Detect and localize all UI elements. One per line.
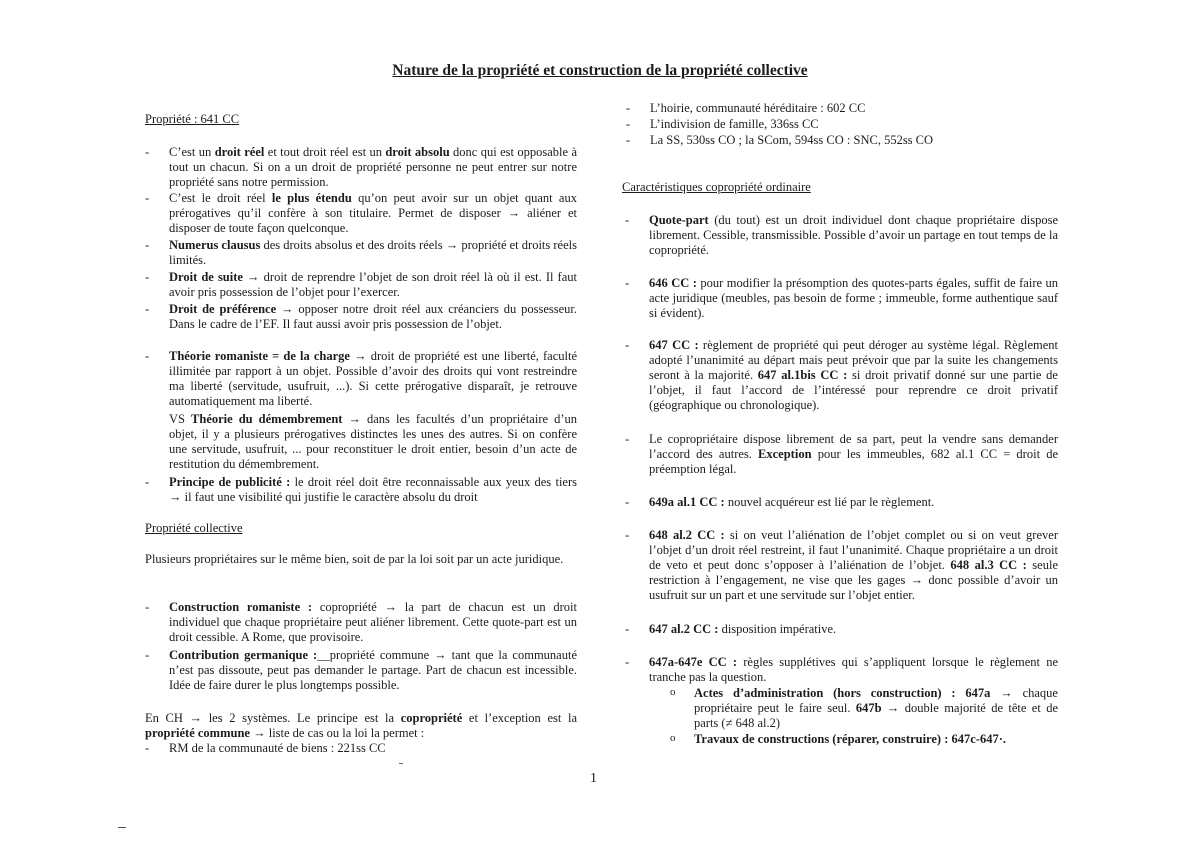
scan-artifact [118, 827, 126, 828]
list-item-continuation: VS Théorie du démembrement → dans les facultés d’un propriétaire d’un objet, il y a plusieurs prérogatives distinctes les unes des autres. Si on confère une servitude, usufruit, ... pour reconstituer le droit entier, besoin d’un acte de restitution du démembrement. [169, 412, 577, 471]
list-item: - Construction romaniste : copropriété → la part de chacun est un droit individuel que chaque propriétaire peut aliéner librement. Cette quote-part est un droit cessible. A Rome, que provisoire. [169, 600, 577, 645]
list-item: - 646 CC : pour modifier la présomption des quotes-parts égales, suffit de faire un acte juridique (meubles, pas besoin de forme ; immeuble, forme authentique sauf si évident). [649, 276, 1058, 321]
list-item: - La SS, 530ss CO ; la SCom, 594ss CO : SNC, 552ss CO [650, 133, 1062, 148]
sub-list-item: o Travaux de constructions (réparer, construire) : 647c-647·. [694, 732, 1058, 747]
list-item: - Le copropriétaire dispose librement de sa part, peut la vendre sans demander l’accord des autres. Exception pour les immeubles, 682 al.1 CC = droit de préemption légal. [649, 432, 1058, 477]
list-item: - Théorie romaniste = de la charge → droit de propriété est une liberté, faculté illimitée par rapport à un objet. Possible d’avoir des droits qui vont restreindre ma liberté (servitude, usufruit, ...). Si cette prérogative disparaît, je retrouve automatiquement ma liberté. [169, 349, 577, 409]
list-item: - C’est le droit réel le plus étendu qu’on peut avoir sur un objet quant aux prérogatives qu’il confère à son titulaire. Permet de disposer → aliéner et disposer de toute façon quelconque. [169, 191, 577, 236]
list-item: - 647a-647e CC : règles supplétives qui s’appliquent lorsque le règlement ne tranche pas la question. [649, 655, 1058, 685]
list-item: - Droit de suite → droit de reprendre l’objet de son droit réel là où il est. Il faut avoir pris possession de l’objet pour l’exercer. [169, 270, 577, 300]
page-number: 1 [590, 771, 597, 786]
list-item: - Principe de publicité : le droit réel doit être reconnaissable aux yeux des tiers → il faut une visibilité qui justifie le caractère absolu du droit [169, 475, 577, 505]
list-item: - Contribution germanique :__propriété commune → tant que la communauté n’est pas dissoute, peut pas demander le partage. Part de chacun est incessible. Idée de faire durer le plus longtemps possible. [169, 648, 577, 693]
list-item: - RM de la communauté de biens : 221ss CC [169, 741, 577, 756]
list-item: - Numerus clausus des droits absolus et des droits réels → propriété et droits réels limités. [169, 238, 577, 268]
list-item: - 647 al.2 CC : disposition impérative. [649, 622, 1058, 637]
list-item: - 647 CC : règlement de propriété qui peut déroger au système légal. Règlement adopté l’unanimité au départ mais peut prévoir que par la suite les changements seront à la majorité. 647 al.1bis CC : si droit privatif donné sur une partie de l’objet, il faut l’accord de l’intéressé pour reprendre ce droit privatif (géographique ou chronologique). [649, 338, 1058, 413]
heading-collective: Propriété collective [145, 521, 243, 535]
list-item: - 649a al.1 CC : nouvel acquéreur est lié par le règlement. [649, 495, 1058, 510]
heading-propriete: Propriété : 641 CC [145, 112, 240, 126]
collective-intro: Plusieurs propriétaires sur le même bien, soit de par la loi soit par un acte juridique. [145, 552, 564, 566]
heading-caracteristiques: Caractéristiques copropriété ordinaire [622, 180, 811, 194]
list-item: - Droit de préférence → opposer notre droit réel aux créanciers du possesseur. Dans le cadre de l’EF. Il faut aussi avoir pris possession de l’objet. [169, 302, 577, 332]
list-item: - C’est un droit réel et tout droit réel est un droit absolu donc qui est opposable à tout un chacun. Si on a un droit de propriété personne ne peut entrer sur notre propriété sans notre permission. [169, 145, 577, 190]
ch-paragraph: En CH → les 2 systèmes. Le principe est la copropriété et l’exception est la propriété commune → liste de cas ou la loi la permet : [145, 711, 577, 740]
scan-artifact [399, 763, 403, 764]
page-title: Nature de la propriété et construction de la propriété collective [392, 62, 808, 79]
list-item: - L’hoirie, communauté héréditaire : 602 CC [650, 101, 1062, 116]
list-item: - 648 al.2 CC : si on veut l’aliénation de l’objet complet ou si on veut grever l’objet d’un droit réel restreint, il faut l’unanimité. Chaque propriétaire a un droit de veto et peut donc s’opposer à l’aliénation de l’objet. 648 al.3 CC : seule restriction à l’engagement, ne vise que les gages → donc possible d’avoir un usufruit sur un part et une servitude sur l’objet entier. [649, 528, 1058, 603]
list-item: - Quote-part (du tout) est un droit individuel dont chaque propriétaire dispose librement. Cessible, transmissible. Possible d’avoir un partage en tout temps de la copropriété. [649, 213, 1058, 258]
list-item: - L’indivision de famille, 336ss CC [650, 117, 1062, 132]
sub-list-item: o Actes d’administration (hors construction) : 647a → chaque propriétaire peut le faire seul. 647b → double majorité de tête et de parts (≠ 648 al.2) [694, 686, 1058, 731]
